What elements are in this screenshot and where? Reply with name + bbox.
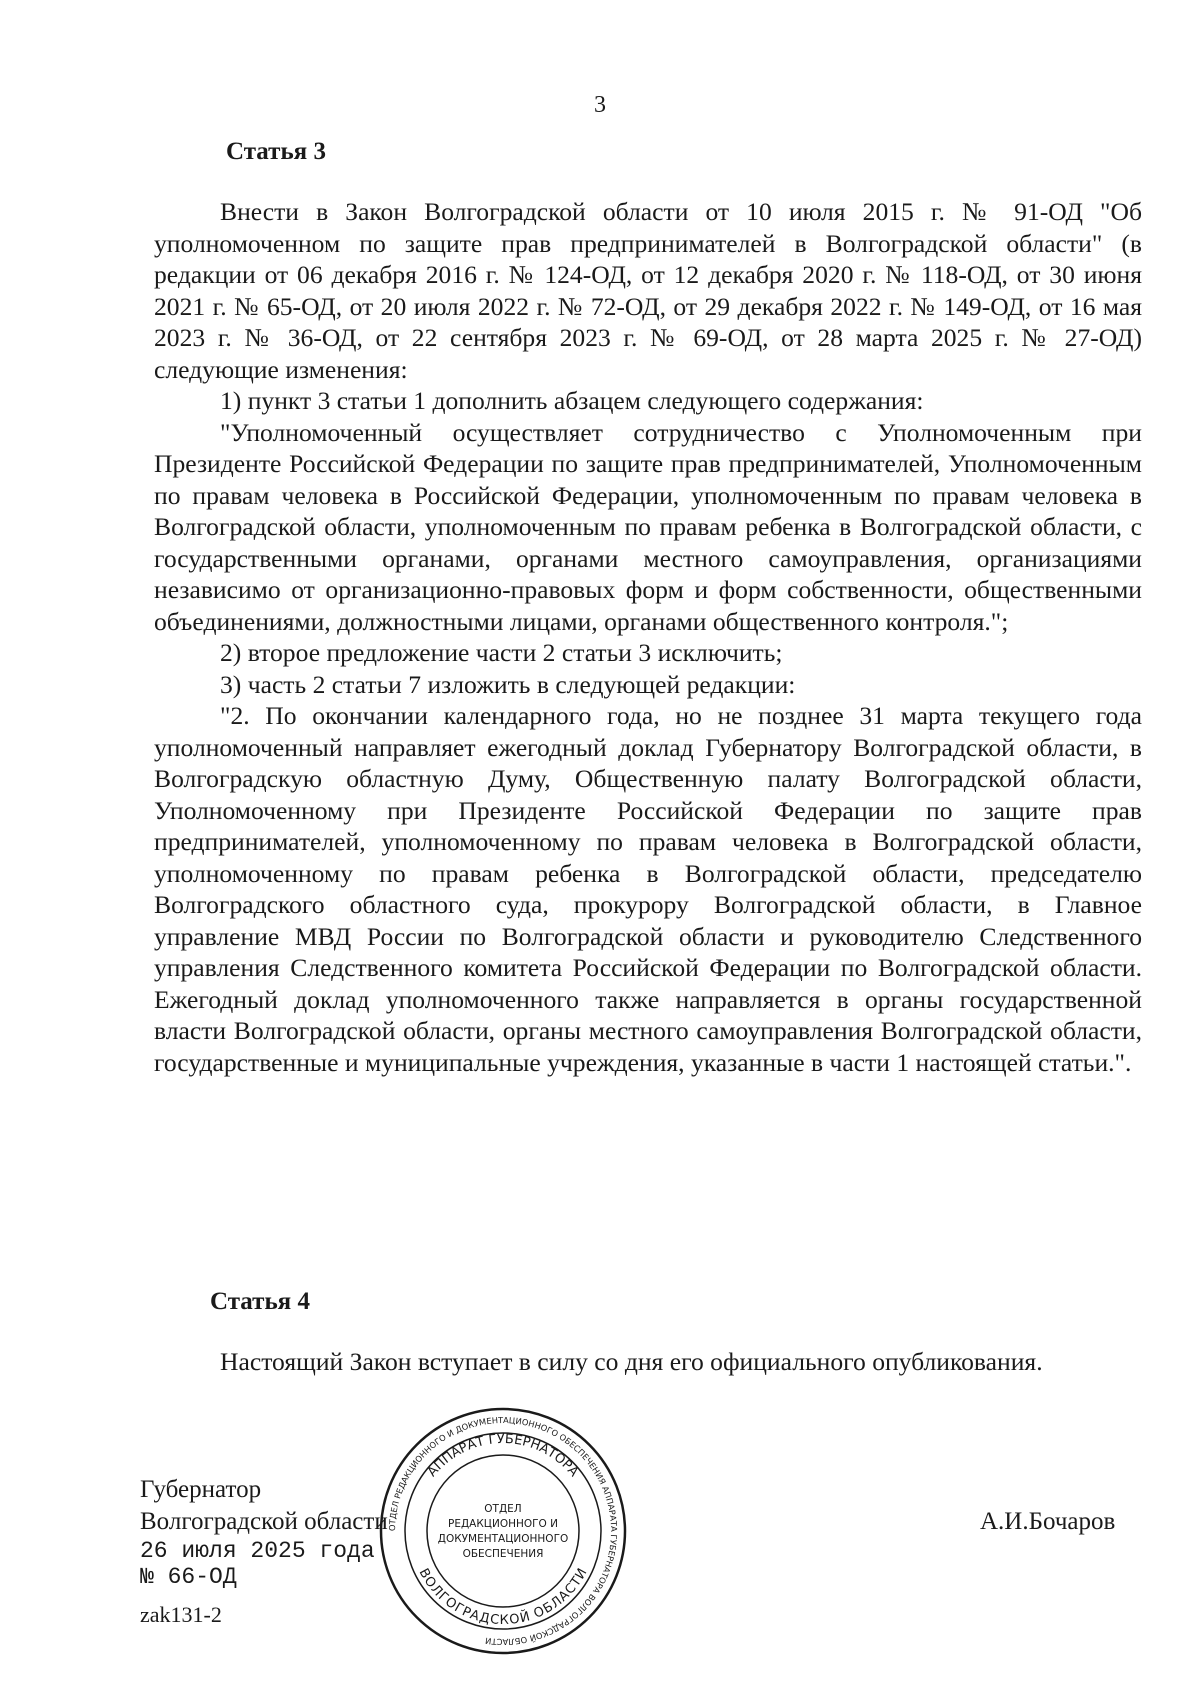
article-3-item-3-text: "2. По окончании календарного года, но не позднее 31 марта текущего года уполномоченный направляет ежегодный доклад Губернатору Волгоградской области, в Волгоградскую областную Думу, Общественную палату Волгоградской области, Уполномоченному при Президенте Российской Федерации по защите прав предпринимателей, уполномоченному по правам человека в Волгоградской области, уполномоченному по правам ребенка в Волгоградской области, председателю Волгоградского областного суда, прокурору Волгоградской области, в Главное управление МВД России по Волгоградской области и руководителю Следственного управления Следственного комитета Российской Федерации по Волгоградской области. Ежегодный доклад уполномоченного также направляется в органы государственной власти Волгоградской области, органы местного самоуправления Волгоградской области, государственные и муниципальные учреждения, указанные в части 1 настоящей статьи.". [154, 701, 1142, 1077]
article-3-body [154, 196, 1142, 1078]
law-date: 26 июля 2025 года [140, 1538, 375, 1564]
article-4-text: Настоящий Закон вступает в силу со дня его официального опубликования. [220, 1347, 1043, 1376]
article-3-item-1: 1) пункт 3 статьи 1 дополнить абзацем следующего содержания: [220, 386, 924, 415]
article-4-body [154, 1346, 1142, 1378]
page-number: 3 [594, 92, 606, 118]
stamp-middle-bottom-text: ВОЛГОГРАДСКОЙ ОБЛАСТИ [415, 1566, 591, 1628]
law-number: № 66-ОД [140, 1564, 237, 1590]
stamp-outer-ring-text: ОТДЕЛ РЕДАКЦИОННОГО И ДОКУМЕНТАЦИОННОГО ОБЕСПЕЧЕНИЯ АППАРАТА ГУБЕРНАТОРА ВОЛГОГРАДСКОЙ ОБЛАСТИ [386, 1414, 620, 1648]
signature-title-line-1: Губернатор [140, 1476, 262, 1503]
stamp-center-line: ОБЕСПЕЧЕНИЯ [462, 1548, 544, 1560]
stamp-center-line: ОТДЕЛ [484, 1503, 522, 1515]
official-stamp [378, 1406, 628, 1656]
article-3-item-3: 3) часть 2 статьи 7 изложить в следующей редакции: [220, 669, 796, 699]
article-3-item-2: 2) второе предложение части 2 статьи 3 исключить; [220, 638, 783, 667]
signature-name: А.И.Бочаров [980, 1508, 1116, 1535]
article-3-item-1-text: "Уполномоченный осуществляет сотрудничество с Уполномоченным при Президенте Российской Федерации по защите прав предпринимателей, Уполномоченным по правам человека в Российской Федерации, уполномоченным по правам человека в Волгоградской области, уполномоченным по правам ребенка в Волгоградской области, с государственными органами, органами местного самоуправления, организациями независимо от организационно-правовых форм и форм собственности, общественными объединениями, должностными лицами, органами общественного контроля."; [154, 417, 1142, 636]
article-3-heading: Статья 3 [226, 138, 326, 165]
file-code: zak131-2 [140, 1602, 222, 1627]
article-3-intro: Внести в Закон Волгоградской области от 10 июля 2015 г. № 91-ОД "Об уполномоченном по защите прав предпринимателей в Волгоградской области" (в редакции от 06 декабря 2016 г. № 124-ОД, от 12 декабря 2020 г. № 118-ОД, от 30 июня 2021 г. № 65-ОД, от 20 июля 2022 г. № 72-ОД, от 29 декабря 2022 г. № 149-ОД, от 16 мая 2023 г. № 36-ОД, от 22 сентября 2023 г. № 69-ОД, от 28 марта 2025 г. № 27-ОД) следующие изменения: [154, 197, 1142, 384]
article-4-heading: Статья 4 [210, 1288, 310, 1315]
stamp-center-line: ДОКУМЕНТАЦИОННОГО [437, 1533, 569, 1545]
svg-text:ОТДЕЛ РЕДАКЦИОННОГО И ДОКУМЕНТ [387, 1415, 619, 1647]
stamp-middle-top-text: АППАРАТ ГУБЕРНАТОРА [424, 1431, 582, 1480]
stamp-center-line: РЕДАКЦИОННОГО И [448, 1518, 558, 1530]
signature-title-line-2: Волгоградской области [140, 1508, 388, 1535]
